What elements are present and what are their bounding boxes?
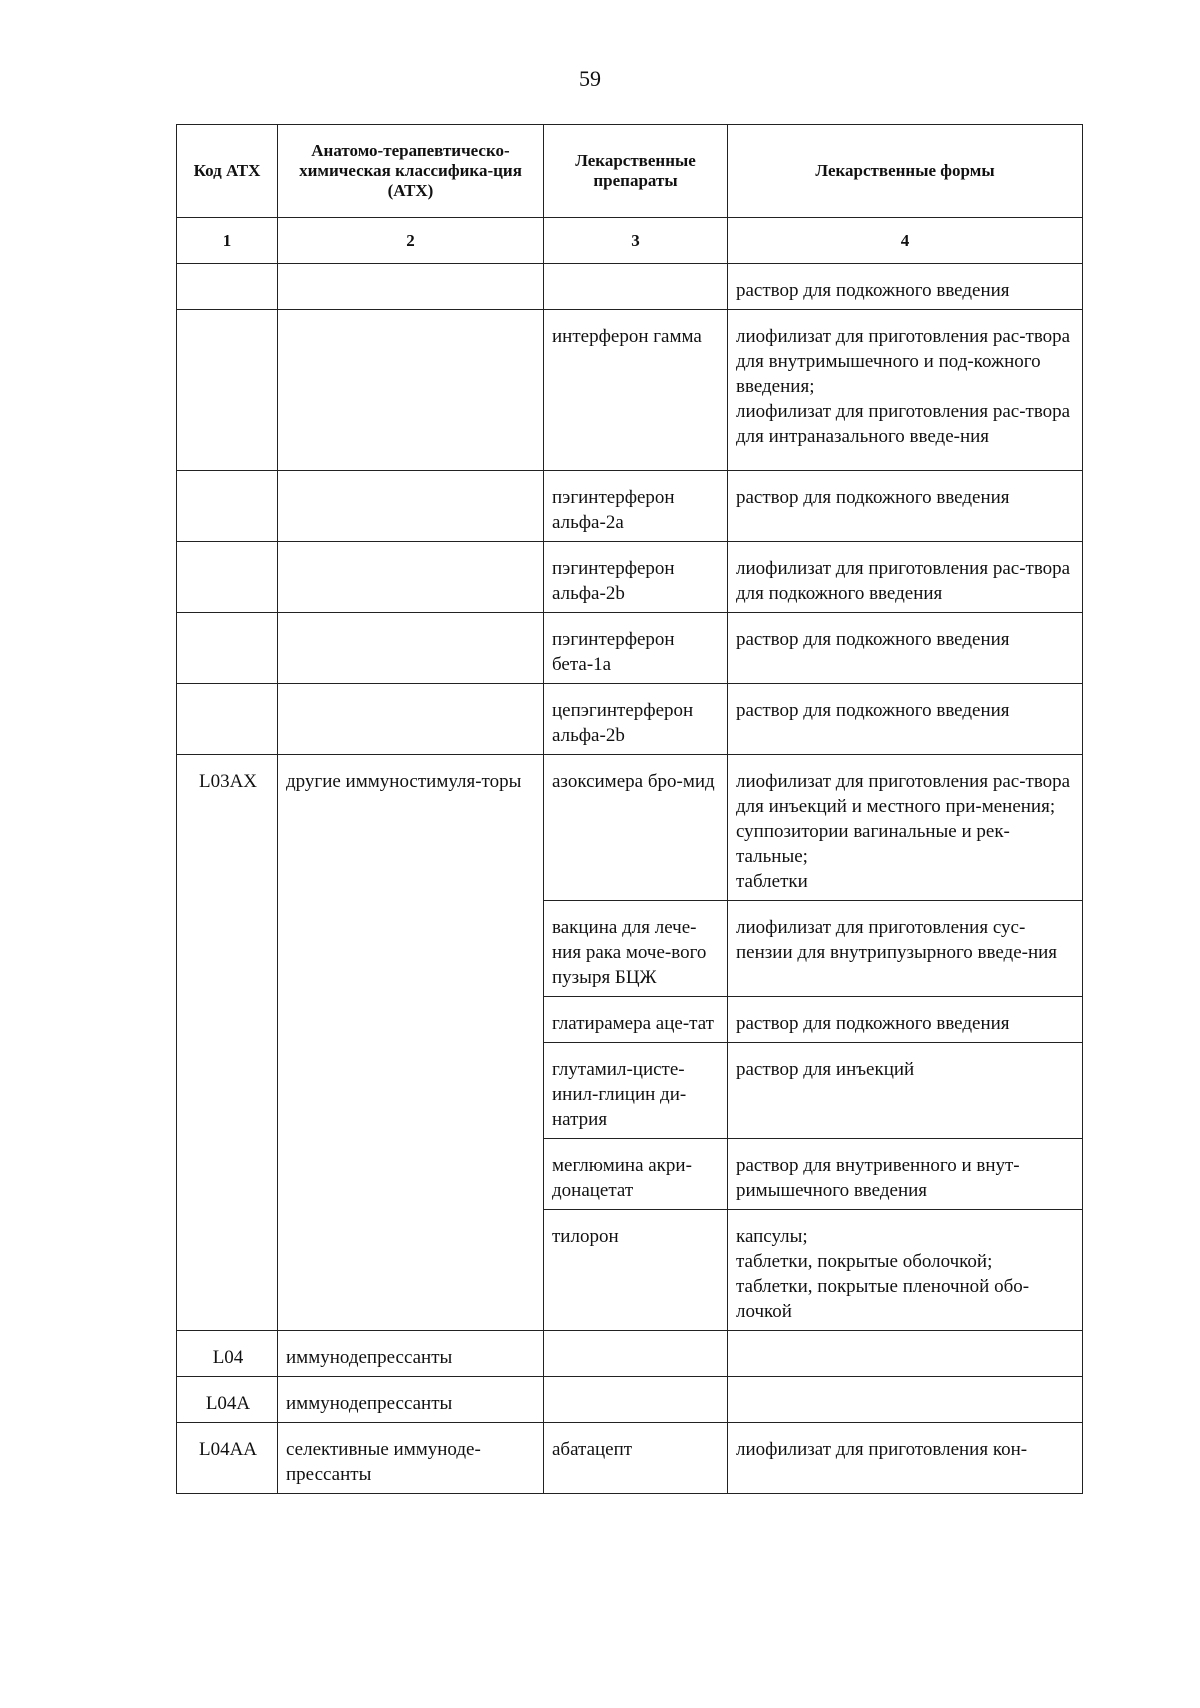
table-row [177, 542, 1083, 613]
drug-cell: цепэгинтерферон альфа-2b [544, 684, 728, 755]
dosage-forms-cell: раствор для подкожного введения [728, 613, 1083, 684]
drug-cell: пэгинтерферон альфа-2b [544, 542, 728, 613]
page-number: 59 [579, 66, 601, 91]
atx-code-cell: L04 [177, 1331, 278, 1377]
table-row [177, 1377, 1083, 1423]
atx-code-cell: L03AX [177, 755, 278, 1331]
dosage-forms-cell: раствор для внутривенного и внут-римышечного введения [728, 1139, 1083, 1210]
dosage-forms-cell: раствор для подкожного введения [728, 264, 1083, 310]
table-row [177, 755, 1083, 901]
header-drugs: Лекарственные препараты [544, 125, 728, 218]
classification-cell [278, 264, 544, 310]
drug-cell: глатирамера аце-тат [544, 997, 728, 1043]
table-row [177, 1423, 1083, 1494]
drug-cell: тилорон [544, 1210, 728, 1331]
dosage-forms-cell: раствор для подкожного введения [728, 997, 1083, 1043]
drug-cell: азоксимера бро-мид [544, 755, 728, 901]
header-row [177, 125, 1083, 218]
drug-cell: пэгинтерферон бета-1а [544, 613, 728, 684]
table-row [177, 1331, 1083, 1377]
atx-code-cell [177, 684, 278, 755]
drug-cell: меглюмина акри-донацетат [544, 1139, 728, 1210]
table-row [177, 613, 1083, 684]
atx-code-cell [177, 542, 278, 613]
classification-cell: иммунодепрессанты [278, 1331, 544, 1377]
drug-cell: пэгинтерферон альфа-2а [544, 471, 728, 542]
atx-code-cell [177, 310, 278, 471]
atx-code-cell [177, 613, 278, 684]
table-row [177, 310, 1083, 471]
classification-cell: селективные иммуноде-прессанты [278, 1423, 544, 1494]
column-number-row [177, 218, 1083, 264]
classification-cell [278, 310, 544, 471]
dosage-forms-cell: раствор для подкожного введения [728, 684, 1083, 755]
table-row [177, 471, 1083, 542]
dosage-forms-cell: капсулы; таблетки, покрытые оболочкой; таблетки, покрытые пленочной обо-лочкой [728, 1210, 1083, 1331]
dosage-forms-cell [728, 1331, 1083, 1377]
classification-cell [278, 542, 544, 613]
header-forms: Лекарственные формы [728, 125, 1083, 218]
classification-cell: иммунодепрессанты [278, 1377, 544, 1423]
drug-cell: глутамил-цисте-инил-глицин ди-натрия [544, 1043, 728, 1139]
dosage-forms-cell: лиофилизат для приготовления рас-твора для инъекций и местного при-менения; суппозитории вагинальные и рек-тальные; таблетки [728, 755, 1083, 901]
classification-cell [278, 613, 544, 684]
dosage-forms-cell: лиофилизат для приготовления сус-пензии для внутрипузырного введе-ния [728, 901, 1083, 997]
column-number: 1 [177, 218, 278, 264]
header-code: Код АТХ [177, 125, 278, 218]
column-number: 2 [278, 218, 544, 264]
classification-cell: другие иммуностимуля-торы [278, 755, 544, 1331]
column-number: 3 [544, 218, 728, 264]
dosage-forms-cell: раствор для подкожного введения [728, 471, 1083, 542]
drug-cell: абатацепт [544, 1423, 728, 1494]
dosage-forms-cell [728, 1377, 1083, 1423]
atx-code-cell: L04A [177, 1377, 278, 1423]
header-classification: Анатомо-терапевтическо-химическая классифика-ция (АТХ) [278, 125, 544, 218]
drug-cell: вакцина для лече-ния рака моче-вого пузыря БЦЖ [544, 901, 728, 997]
atx-code-cell [177, 471, 278, 542]
dosage-forms-cell: лиофилизат для приготовления кон- [728, 1423, 1083, 1494]
column-number: 4 [728, 218, 1083, 264]
atx-code-cell: L04AA [177, 1423, 278, 1494]
atx-table [176, 124, 1083, 1494]
classification-cell [278, 684, 544, 755]
dosage-forms-cell: раствор для инъекций [728, 1043, 1083, 1139]
drug-cell [544, 264, 728, 310]
dosage-forms-cell: лиофилизат для приготовления рас-твора для подкожного введения [728, 542, 1083, 613]
drug-cell [544, 1331, 728, 1377]
atx-code-cell [177, 264, 278, 310]
classification-cell [278, 471, 544, 542]
drug-cell: интерферон гамма [544, 310, 728, 471]
table-row [177, 684, 1083, 755]
table-row [177, 264, 1083, 310]
drug-cell [544, 1377, 728, 1423]
dosage-forms-cell: лиофилизат для приготовления рас-твора для внутримышечного и под-кожного введения; лиофилизат для приготовления рас-твора для интраназального введе-ния [728, 310, 1083, 471]
